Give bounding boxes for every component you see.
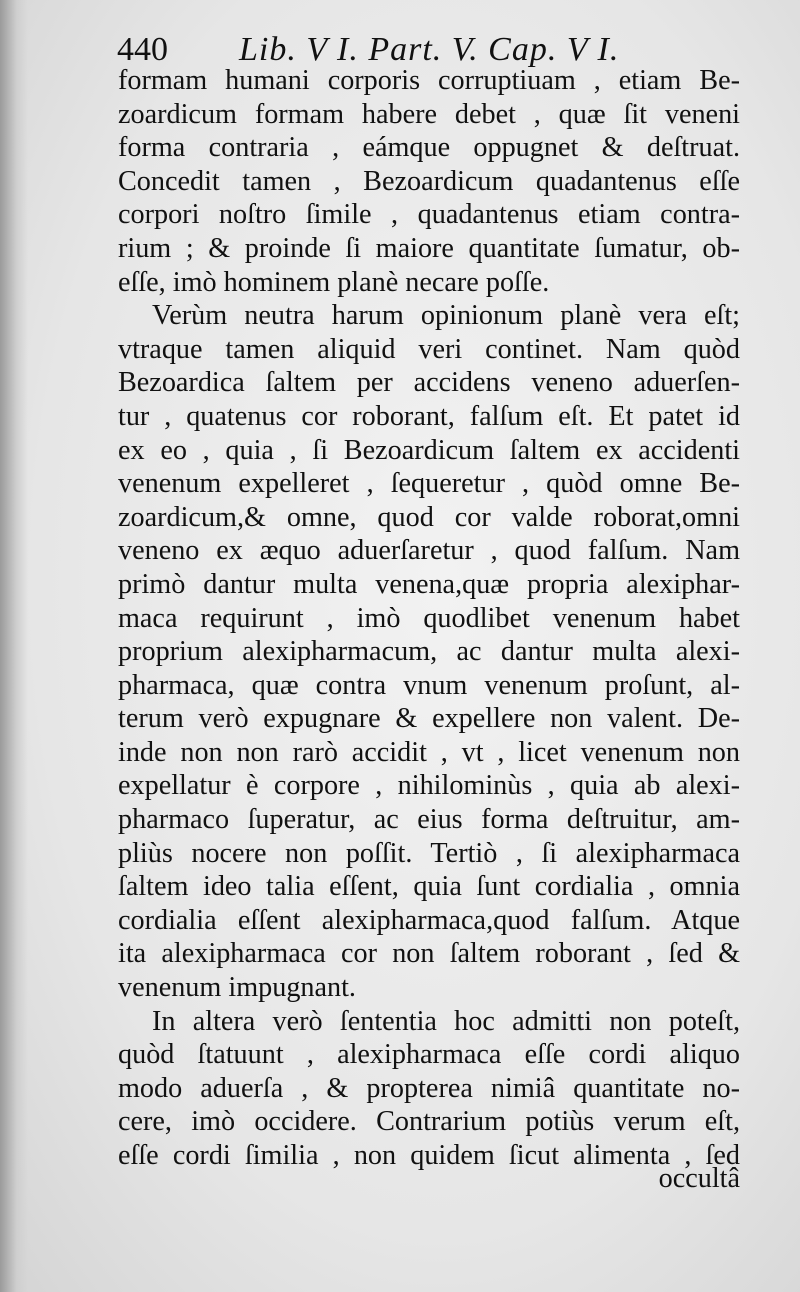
body-text [118, 64, 740, 1173]
text-line: forma contraria , eámque oppugnet & deſtruat. [118, 132, 740, 164]
text-line: corpori noſtro ſimile , quadantenus etiam contra- [118, 199, 740, 231]
text-line: proprium alexipharmacum, ac dantur multa alexi- [118, 636, 740, 668]
page-edge-shadow [0, 0, 28, 1292]
text-line: maca requirunt , imò quodlibet venenum habet [118, 602, 740, 634]
text-line: tur , quatenus cor roborant, falſum eſt. Et patet id [118, 400, 740, 432]
text-line: modo aduerſa , & propterea nimiâ quantitate no- [118, 1072, 740, 1104]
running-head: Lib. V I. Part. V. Cap. V I. [239, 31, 620, 68]
text-line: In altera verò ſententia hoc admitti non poteſt, [152, 1005, 740, 1037]
catchword: occultâ [658, 1163, 740, 1194]
text-line: venenum impugnant. [118, 972, 356, 1004]
text-line: venenum expelleret , ſequeretur , quòd omne Be- [118, 468, 740, 500]
text-line: terum verò expugnare & expellere non valent. De- [118, 703, 740, 735]
text-line: zoardicum formam habere debet , quæ ſit veneni [118, 98, 740, 130]
text-line: cere, imò occidere. Contrarium potiùs verum eſt, [118, 1106, 740, 1138]
text-line: vtraque tamen aliquid veri continet. Nam quòd [118, 333, 740, 365]
text-line: pliùs nocere non poſſit. Tertiò , ſi alexipharmaca [118, 837, 740, 869]
text-line: inde non non rarò accidit , vt , licet venenum non [118, 736, 740, 768]
text-line: ita alexipharmaca cor non ſaltem roborant , ſed & [118, 938, 740, 970]
text-line: pharmaco ſuperatur, ac eius forma deſtruitur, am- [118, 804, 740, 836]
text-line: eſſe, imò hominem planè necare poſſe. [118, 266, 550, 298]
text-line: ſaltem ideo talia eſſent, quia ſunt cordialia , omnia [118, 871, 740, 903]
text-line: eſſe cordi ſimilia , non quidem ſicut alimenta , ſed [118, 1140, 740, 1171]
text-line: Bezoardica ſaltem per accidens veneno aduerſen- [118, 367, 740, 399]
text-line: primò dantur multa venena,quæ propria alexiphar- [118, 568, 740, 600]
text-line: formam humani corporis corruptiuam , etiam Be- [118, 65, 740, 96]
text-line: rium ; & proinde ſi maiore quantitate ſumatur, ob- [118, 232, 740, 264]
text-line: pharmaca, quæ contra vnum venenum proſunt, al- [118, 669, 740, 701]
text-line: quòd ſtatuunt , alexipharmaca eſſe cordi aliquo [118, 1039, 740, 1071]
page-number: 440 [117, 31, 168, 68]
text-line: Verùm neutra harum opinionum planè vera eſt; [152, 300, 740, 332]
text-line: zoardicum,& omne, quod cor valde roborat,omni [118, 501, 740, 533]
text-line: veneno ex æquo aduerſaretur , quod falſum. Nam [118, 535, 740, 567]
text-line: Concedit tamen , Bezoardicum quadantenus eſſe [118, 165, 740, 197]
text-line: ex eo , quia , ſi Bezoardicum ſaltem ex accidenti [118, 434, 740, 466]
text-line: cordialia eſſent alexipharmaca,quod falſum. Atque [118, 904, 740, 936]
text-line: expellatur è corpore , nihilominùs , quia ab alexi- [118, 770, 740, 802]
